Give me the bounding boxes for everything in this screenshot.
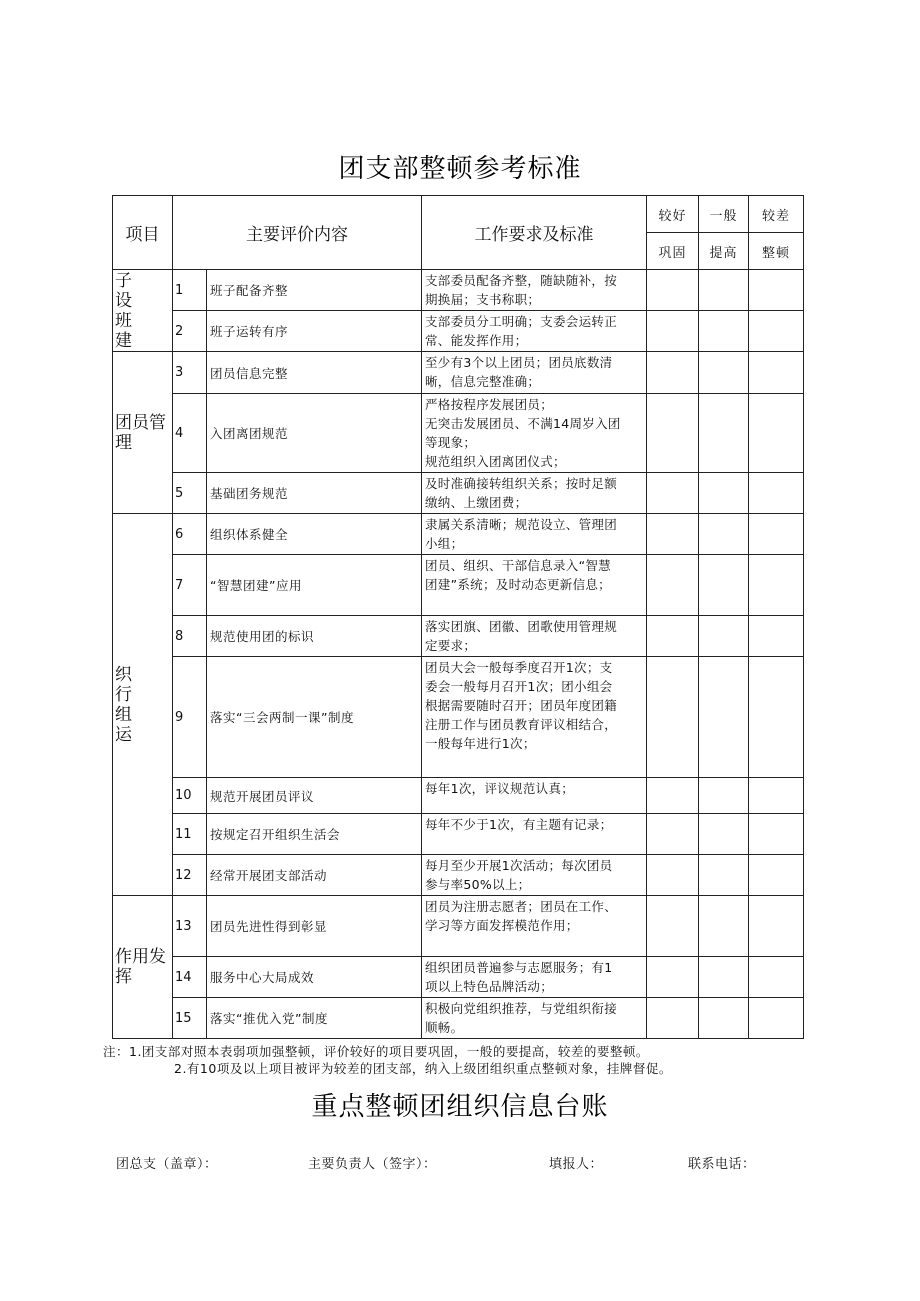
rating-cell xyxy=(749,394,804,473)
table-row xyxy=(113,555,804,616)
rating-cell xyxy=(647,896,699,957)
note-1: 注：1.团支部对照本表弱项加强整顿，评价较好的项目要巩固，一般的要提高，较差的要整顿。 xyxy=(103,1044,649,1059)
item-number: 1 xyxy=(173,270,207,311)
item-number: 12 xyxy=(173,855,207,896)
standards-table xyxy=(112,195,804,1039)
page-title: 团支部整顿参考标准 xyxy=(338,154,582,184)
item-number: 9 xyxy=(173,657,207,778)
work-standard xyxy=(422,270,647,311)
header-standard: 工作要求及标准 xyxy=(422,196,647,270)
evaluation-item: 班子配备齐整 xyxy=(207,270,422,311)
evaluation-item: 规范开展团员评议 xyxy=(207,778,422,814)
rating-cell xyxy=(749,514,804,555)
standard-line: 期换届；支书称职； xyxy=(425,292,541,307)
evaluation-item: 基础团务规范 xyxy=(207,473,422,514)
rating-cell xyxy=(647,998,699,1039)
standard-line: 定要求； xyxy=(425,638,477,653)
rating-cell xyxy=(699,814,749,855)
rating-cell xyxy=(699,778,749,814)
table-row xyxy=(113,270,804,311)
rating-cell xyxy=(749,778,804,814)
evaluation-item: 经常开展团支部活动 xyxy=(207,855,422,896)
rating-cell xyxy=(647,657,699,778)
rating-cell xyxy=(699,896,749,957)
standard-line: 无突击发展团员、不满14周岁入团 xyxy=(425,416,621,431)
rating-cell xyxy=(647,616,699,657)
work-standard xyxy=(422,998,647,1039)
category-line: 班 xyxy=(115,310,132,331)
rating-cell xyxy=(647,814,699,855)
rating-cell xyxy=(699,957,749,998)
work-standard xyxy=(422,778,647,814)
standard-line: 一般每年进行1次； xyxy=(425,736,536,751)
item-number: 7 xyxy=(173,555,207,616)
category-line: 运 xyxy=(115,724,132,745)
standard-line: 团员为注册志愿者；团员在工作、 xyxy=(425,899,618,914)
rating-cell xyxy=(647,514,699,555)
work-standard xyxy=(422,352,647,394)
rating-cell xyxy=(647,855,699,896)
rating-cell xyxy=(699,514,749,555)
standard-line: 顺畅。 xyxy=(425,1020,464,1035)
rating-cell xyxy=(749,352,804,394)
work-standard xyxy=(422,394,647,473)
table-row xyxy=(113,778,804,814)
category-line: 挥 xyxy=(115,967,132,987)
rating-cell xyxy=(699,616,749,657)
standard-line: 隶属关系清晰；规范设立、管理团 xyxy=(425,517,618,532)
item-number: 2 xyxy=(173,311,207,352)
category-cell xyxy=(113,270,173,352)
evaluation-item: 团员先进性得到彰显 xyxy=(207,896,422,957)
rating-cell xyxy=(647,311,699,352)
work-standard xyxy=(422,814,647,855)
category-line: 子 xyxy=(115,270,132,291)
standard-line: 支部委员分工明确；支委会运转正 xyxy=(425,314,618,329)
work-standard xyxy=(422,896,647,957)
rating-cell xyxy=(699,657,749,778)
evaluation-item: 服务中心大局成效 xyxy=(207,957,422,998)
evaluation-item: 组织体系健全 xyxy=(207,514,422,555)
standard-line: 团员、组织、干部信息录入“智慧 xyxy=(425,558,611,573)
work-standard xyxy=(422,473,647,514)
header-action-rectify: 整顿 xyxy=(749,233,804,270)
item-number: 5 xyxy=(173,473,207,514)
evaluation-item: “智慧团建”应用 xyxy=(207,555,422,616)
table-row xyxy=(113,616,804,657)
rating-cell xyxy=(749,270,804,311)
category-line: 理 xyxy=(115,432,132,453)
rating-cell xyxy=(749,657,804,778)
rating-cell xyxy=(647,473,699,514)
header-content: 主要评价内容 xyxy=(173,196,422,270)
table-row xyxy=(113,957,804,998)
table-row xyxy=(113,514,804,555)
header-level-good: 较好 xyxy=(647,196,699,233)
ledger-title: 重点整顿团组织信息台账 xyxy=(311,1092,609,1122)
standard-line: 缴纳、上缴团费； xyxy=(425,495,528,510)
category-cell xyxy=(113,896,173,1039)
category-line: 建 xyxy=(115,330,132,351)
rating-cell xyxy=(647,778,699,814)
standard-line: 常、能发挥作用； xyxy=(425,333,528,348)
work-standard xyxy=(422,311,647,352)
standard-line: 学习等方面发挥模范作用； xyxy=(425,918,579,933)
standard-line: 每月至少开展1次活动；每次团员 xyxy=(425,858,613,873)
standard-line: 每年不少于1次，有主题有记录； xyxy=(425,817,613,832)
standard-line: 团员大会一般每季度召开1次；支 xyxy=(425,660,613,675)
evaluation-item: 落实“三会两制一课”制度 xyxy=(207,657,422,778)
category-cell xyxy=(113,352,173,514)
rating-cell xyxy=(699,394,749,473)
rating-cell xyxy=(749,855,804,896)
standard-line: 支部委员配备齐整，随缺随补，按 xyxy=(425,273,618,288)
category-line: 行 xyxy=(115,684,132,705)
standard-line: 组织团员普遍参与志愿服务；有1 xyxy=(425,960,613,975)
work-standard xyxy=(422,957,647,998)
rating-cell xyxy=(647,352,699,394)
category-line: 团员管 xyxy=(115,412,166,433)
category-line: 织 xyxy=(115,664,132,685)
rating-cell xyxy=(647,957,699,998)
item-number: 6 xyxy=(173,514,207,555)
standard-line: 委会一般每月召开1次；团小组会 xyxy=(425,679,613,694)
standard-line: 落实团旗、团徽、团歌使用管理规 xyxy=(425,619,618,634)
rating-cell xyxy=(749,814,804,855)
rating-cell xyxy=(749,555,804,616)
standard-line: 每年1次，评议规范认真； xyxy=(425,781,575,796)
branch-seal-field: 团总支（盖章）： xyxy=(116,1157,218,1172)
table-row xyxy=(113,311,804,352)
evaluation-item: 按规定召开组织生活会 xyxy=(207,814,422,855)
header-level-poor: 较差 xyxy=(749,196,804,233)
rating-cell xyxy=(647,270,699,311)
item-number: 13 xyxy=(173,896,207,957)
table-row xyxy=(113,855,804,896)
item-number: 3 xyxy=(173,352,207,394)
work-standard xyxy=(422,657,647,778)
rating-cell xyxy=(699,555,749,616)
standard-line: 根据需要随时召开；团员年度团籍 xyxy=(425,698,618,713)
rating-cell xyxy=(749,998,804,1039)
standard-line: 及时准确接转组织关系；按时足额 xyxy=(425,476,618,491)
rating-cell xyxy=(647,394,699,473)
rating-cell xyxy=(749,311,804,352)
item-number: 10 xyxy=(173,778,207,814)
item-number: 8 xyxy=(173,616,207,657)
evaluation-item: 规范使用团的标识 xyxy=(207,616,422,657)
phone-field: 联系电话： xyxy=(688,1157,756,1172)
table-row xyxy=(113,814,804,855)
item-number: 4 xyxy=(173,394,207,473)
evaluation-item: 团员信息完整 xyxy=(207,352,422,394)
rating-cell xyxy=(749,957,804,998)
standard-line: 积极向党组织推荐，与党组织衔接 xyxy=(425,1001,618,1016)
work-standard xyxy=(422,555,647,616)
rating-cell xyxy=(699,998,749,1039)
filler-field: 填报人： xyxy=(549,1157,604,1172)
leader-signature-field: 主要负责人（签字）： xyxy=(308,1157,437,1172)
standard-line: 严格按程序发展团员； xyxy=(425,397,554,412)
work-standard xyxy=(422,616,647,657)
evaluation-item: 班子运转有序 xyxy=(207,311,422,352)
header-project: 项目 xyxy=(113,196,173,270)
category-line: 设 xyxy=(115,290,132,311)
table-row xyxy=(113,394,804,473)
rating-cell xyxy=(699,473,749,514)
standard-line: 团建”系统；及时动态更新信息； xyxy=(425,577,611,592)
standard-line: 参与率50%以上； xyxy=(425,877,531,892)
header-action-improve: 提高 xyxy=(699,233,749,270)
rating-cell xyxy=(749,616,804,657)
standard-line: 注册工作与团员教育评议相结合， xyxy=(425,717,618,732)
header-action-consolidate: 巩固 xyxy=(647,233,699,270)
rating-cell xyxy=(699,855,749,896)
table-row xyxy=(113,896,804,957)
standard-line: 规范组织入团离团仪式； xyxy=(425,454,566,469)
category-line: 作用发 xyxy=(115,947,166,967)
rating-cell xyxy=(749,896,804,957)
standard-line: 等现象； xyxy=(425,435,477,450)
evaluation-item: 落实“推优入党”制度 xyxy=(207,998,422,1039)
item-number: 14 xyxy=(173,957,207,998)
header-level-normal: 一般 xyxy=(699,196,749,233)
rating-cell xyxy=(749,473,804,514)
work-standard xyxy=(422,514,647,555)
standard-line: 晰，信息完整准确； xyxy=(425,374,541,389)
table-row xyxy=(113,352,804,394)
evaluation-item: 入团离团规范 xyxy=(207,394,422,473)
standard-line: 至少有3个以上团员；团员底数清 xyxy=(425,355,613,370)
table-row xyxy=(113,473,804,514)
category-line: 组 xyxy=(115,704,132,725)
rating-cell xyxy=(647,555,699,616)
item-number: 15 xyxy=(173,998,207,1039)
item-number: 11 xyxy=(173,814,207,855)
table-row xyxy=(113,657,804,778)
rating-cell xyxy=(699,352,749,394)
rating-cell xyxy=(699,311,749,352)
standard-line: 小组； xyxy=(425,536,464,551)
category-cell xyxy=(113,514,173,896)
table-row xyxy=(113,998,804,1039)
header-row xyxy=(113,196,804,233)
rating-cell xyxy=(699,270,749,311)
standard-line: 项以上特色品牌活动； xyxy=(425,979,554,994)
work-standard xyxy=(422,855,647,896)
note-2: 2.有10项及以上项目被评为较差的团支部，纳入上级团组织重点整顿对象，挂牌督促。 xyxy=(174,1061,672,1076)
